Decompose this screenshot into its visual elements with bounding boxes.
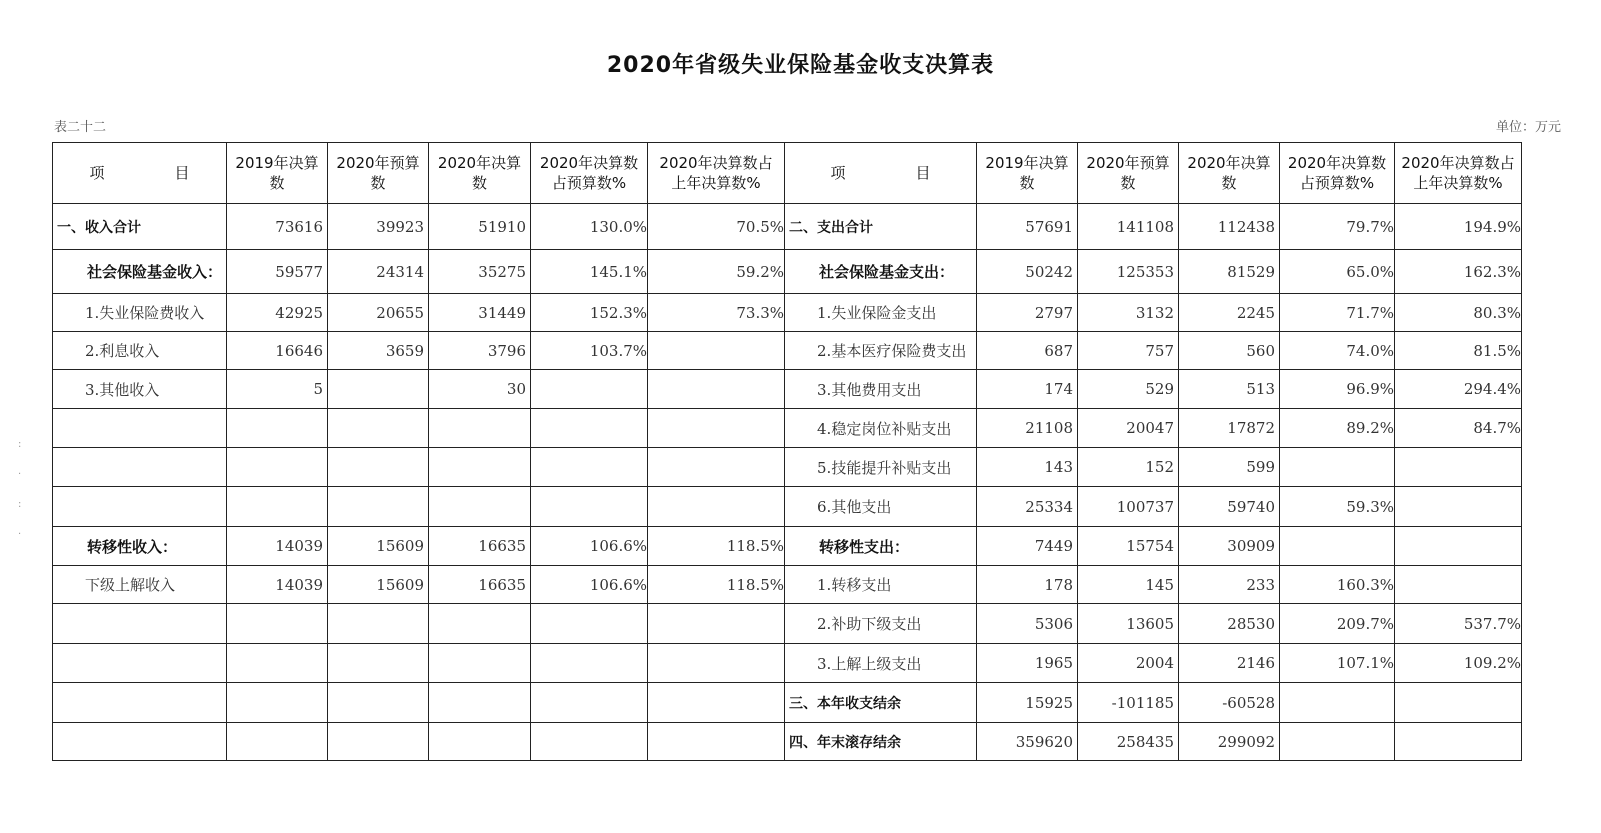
fund-table: [52, 142, 1522, 761]
expense-v2019-cell: 7449: [977, 527, 1078, 566]
expense-pl-cell: [1395, 487, 1522, 527]
expense-item-name: 二、支出合计: [785, 204, 977, 250]
expense-final-cell: 17872: [1179, 409, 1280, 448]
expense-final-cell: 2146: [1179, 644, 1280, 683]
income-budget-cell: [328, 370, 429, 409]
income-final-cell: 16635: [429, 527, 531, 566]
expense-budget-cell: 20047: [1078, 409, 1179, 448]
expense-v2019-cell: 143: [977, 448, 1078, 487]
income-item-name: 社会保险基金收入：: [53, 250, 227, 294]
header-pct-budget: 2020年决算数占预算数%: [531, 143, 648, 204]
income-item-name: 一、收入合计: [53, 204, 227, 250]
expense-final-cell: 599: [1179, 448, 1280, 487]
expense-final-cell: 2245: [1179, 294, 1280, 332]
header-pct-last: 2020年决算数占上年决算数%: [648, 143, 785, 204]
income-final-cell: 30: [429, 370, 531, 409]
expense-final-cell: 112438: [1179, 204, 1280, 250]
income-budget-cell: 24314: [328, 250, 429, 294]
expense-pb-cell: [1280, 448, 1395, 487]
table-row: [53, 370, 1522, 409]
header-item-char-a: 项: [89, 164, 105, 182]
expense-budget-cell: 141108: [1078, 204, 1179, 250]
income-final-cell: [429, 683, 531, 723]
header-row: [53, 143, 1522, 204]
table-row: [53, 527, 1522, 566]
expense-pb-cell: 74.0%: [1280, 332, 1395, 370]
expense-pl-cell: 81.5%: [1395, 332, 1522, 370]
expense-final-cell: 299092: [1179, 723, 1280, 761]
expense-pb-cell: [1280, 527, 1395, 566]
income-pb-cell: [531, 723, 648, 761]
income-v2019-cell: [227, 683, 328, 723]
table-row: [53, 204, 1522, 250]
expense-final-cell: 560: [1179, 332, 1280, 370]
income-item-name: 1.失业保险费收入: [53, 294, 227, 332]
table-number: 表二十二: [54, 120, 107, 135]
page-title: 2020年省级失业保险基金收支决算表: [606, 53, 995, 78]
income-item-name: [53, 448, 227, 487]
header-item-char-b: 目: [174, 164, 190, 182]
income-budget-cell: 20655: [328, 294, 429, 332]
income-budget-cell: [328, 683, 429, 723]
header-2019-final: 2019年决算数: [227, 143, 328, 204]
income-v2019-cell: 14039: [227, 566, 328, 604]
income-final-cell: [429, 448, 531, 487]
expense-v2019-cell: 2797: [977, 294, 1078, 332]
income-pb-cell: 103.7%: [531, 332, 648, 370]
table-row: [53, 294, 1522, 332]
expense-pl-cell: [1395, 527, 1522, 566]
income-item-name: [53, 723, 227, 761]
income-budget-cell: [328, 604, 429, 644]
income-item-name: 下级上解收入: [53, 566, 227, 604]
expense-final-cell: 28530: [1179, 604, 1280, 644]
income-final-cell: [429, 409, 531, 448]
income-pb-cell: [531, 683, 648, 723]
income-pl-cell: [648, 644, 785, 683]
header-income-item: [53, 143, 227, 204]
income-v2019-cell: 59577: [227, 250, 328, 294]
income-pb-cell: 152.3%: [531, 294, 648, 332]
header-2020-final: 2020年决算数: [1179, 143, 1280, 204]
margin-marks: : · : ·: [18, 439, 22, 540]
income-item-name: 2.利息收入: [53, 332, 227, 370]
expense-budget-cell: -101185: [1078, 683, 1179, 723]
income-pl-cell: 73.3%: [648, 294, 785, 332]
income-v2019-cell: 14039: [227, 527, 328, 566]
table-row: [53, 644, 1522, 683]
expense-pl-cell: 194.9%: [1395, 204, 1522, 250]
income-pl-cell: [648, 409, 785, 448]
header-item-char-a: 项: [830, 164, 846, 182]
expense-pl-cell: 84.7%: [1395, 409, 1522, 448]
unit-label: 单位：万元: [1495, 120, 1561, 135]
income-pl-cell: 70.5%: [648, 204, 785, 250]
expense-pl-cell: 294.4%: [1395, 370, 1522, 409]
income-pb-cell: 106.6%: [531, 566, 648, 604]
expense-item-name: 三、本年收支结余: [785, 683, 977, 723]
expense-final-cell: 30909: [1179, 527, 1280, 566]
expense-budget-cell: 757: [1078, 332, 1179, 370]
income-item-name: [53, 487, 227, 527]
expense-v2019-cell: 359620: [977, 723, 1078, 761]
expense-item-name: 5.技能提升补贴支出: [785, 448, 977, 487]
expense-item-name: 4.稳定岗位补贴支出: [785, 409, 977, 448]
income-v2019-cell: [227, 723, 328, 761]
expense-pb-cell: 160.3%: [1280, 566, 1395, 604]
income-final-cell: 35275: [429, 250, 531, 294]
income-pl-cell: 118.5%: [648, 566, 785, 604]
header-pct-last: 2020年决算数占上年决算数%: [1395, 143, 1522, 204]
income-final-cell: [429, 644, 531, 683]
income-final-cell: 16635: [429, 566, 531, 604]
expense-item-name: 3.其他费用支出: [785, 370, 977, 409]
income-pl-cell: 118.5%: [648, 527, 785, 566]
income-pl-cell: [648, 370, 785, 409]
expense-v2019-cell: 178: [977, 566, 1078, 604]
expense-final-cell: 81529: [1179, 250, 1280, 294]
expense-pb-cell: 96.9%: [1280, 370, 1395, 409]
income-v2019-cell: [227, 644, 328, 683]
income-budget-cell: [328, 448, 429, 487]
header-2020-final: 2020年决算数: [429, 143, 531, 204]
expense-final-cell: 59740: [1179, 487, 1280, 527]
table-row: [53, 604, 1522, 644]
income-pl-cell: [648, 604, 785, 644]
expense-item-name: 6.其他支出: [785, 487, 977, 527]
expense-budget-cell: 15754: [1078, 527, 1179, 566]
income-budget-cell: [328, 409, 429, 448]
income-pb-cell: [531, 604, 648, 644]
income-pb-cell: 130.0%: [531, 204, 648, 250]
income-v2019-cell: [227, 448, 328, 487]
income-item-name: [53, 604, 227, 644]
header-2020-budget: 2020年预算数: [328, 143, 429, 204]
income-v2019-cell: [227, 487, 328, 527]
table-row: [53, 332, 1522, 370]
expense-pl-cell: [1395, 566, 1522, 604]
income-final-cell: [429, 604, 531, 644]
expense-pb-cell: 79.7%: [1280, 204, 1395, 250]
income-budget-cell: 39923: [328, 204, 429, 250]
income-pl-cell: [648, 487, 785, 527]
expense-item-name: 四、年末滚存结余: [785, 723, 977, 761]
expense-pb-cell: [1280, 723, 1395, 761]
table-row: [53, 409, 1522, 448]
income-budget-cell: [328, 644, 429, 683]
expense-pl-cell: 80.3%: [1395, 294, 1522, 332]
income-final-cell: [429, 487, 531, 527]
income-pb-cell: [531, 370, 648, 409]
expense-pl-cell: 537.7%: [1395, 604, 1522, 644]
expense-pb-cell: 89.2%: [1280, 409, 1395, 448]
income-v2019-cell: [227, 604, 328, 644]
income-v2019-cell: 16646: [227, 332, 328, 370]
income-budget-cell: [328, 723, 429, 761]
expense-item-name: 社会保险基金支出：: [785, 250, 977, 294]
header-2019-final: 2019年决算数: [977, 143, 1078, 204]
expense-final-cell: 233: [1179, 566, 1280, 604]
income-item-name: [53, 409, 227, 448]
expense-v2019-cell: 174: [977, 370, 1078, 409]
income-pb-cell: 145.1%: [531, 250, 648, 294]
income-budget-cell: 15609: [328, 527, 429, 566]
income-pb-cell: [531, 644, 648, 683]
expense-item-name: 3.上解上级支出: [785, 644, 977, 683]
income-v2019-cell: 42925: [227, 294, 328, 332]
income-final-cell: 51910: [429, 204, 531, 250]
table-row: [53, 250, 1522, 294]
expense-pb-cell: 65.0%: [1280, 250, 1395, 294]
table-row: [53, 448, 1522, 487]
header-expense-item: [785, 143, 977, 204]
expense-pb-cell: 71.7%: [1280, 294, 1395, 332]
expense-item-name: 2.基本医疗保险费支出: [785, 332, 977, 370]
expense-pl-cell: [1395, 723, 1522, 761]
expense-v2019-cell: 21108: [977, 409, 1078, 448]
income-pl-cell: [648, 332, 785, 370]
income-pb-cell: [531, 409, 648, 448]
income-item-name: [53, 683, 227, 723]
expense-budget-cell: 529: [1078, 370, 1179, 409]
expense-item-name: 转移性支出：: [785, 527, 977, 566]
income-budget-cell: 15609: [328, 566, 429, 604]
income-item-name: 转移性收入：: [53, 527, 227, 566]
income-v2019-cell: [227, 409, 328, 448]
expense-final-cell: -60528: [1179, 683, 1280, 723]
expense-budget-cell: 100737: [1078, 487, 1179, 527]
expense-pl-cell: 109.2%: [1395, 644, 1522, 683]
expense-v2019-cell: 57691: [977, 204, 1078, 250]
expense-item-name: 1.转移支出: [785, 566, 977, 604]
expense-v2019-cell: 15925: [977, 683, 1078, 723]
income-budget-cell: [328, 487, 429, 527]
expense-budget-cell: 3132: [1078, 294, 1179, 332]
expense-pl-cell: 162.3%: [1395, 250, 1522, 294]
expense-pb-cell: [1280, 683, 1395, 723]
expense-budget-cell: 13605: [1078, 604, 1179, 644]
income-pl-cell: 59.2%: [648, 250, 785, 294]
income-pb-cell: 106.6%: [531, 527, 648, 566]
income-pl-cell: [648, 448, 785, 487]
expense-v2019-cell: 687: [977, 332, 1078, 370]
expense-v2019-cell: 1965: [977, 644, 1078, 683]
expense-v2019-cell: 5306: [977, 604, 1078, 644]
expense-pb-cell: 59.3%: [1280, 487, 1395, 527]
header-2020-budget: 2020年预算数: [1078, 143, 1179, 204]
income-item-name: 3.其他收入: [53, 370, 227, 409]
income-final-cell: 3796: [429, 332, 531, 370]
expense-budget-cell: 152: [1078, 448, 1179, 487]
header-pct-budget: 2020年决算数占预算数%: [1280, 143, 1395, 204]
table-row: [53, 723, 1522, 761]
income-budget-cell: 3659: [328, 332, 429, 370]
income-item-name: [53, 644, 227, 683]
expense-budget-cell: 125353: [1078, 250, 1179, 294]
header-item-char-b: 目: [915, 164, 931, 182]
income-pl-cell: [648, 723, 785, 761]
expense-budget-cell: 258435: [1078, 723, 1179, 761]
income-final-cell: [429, 723, 531, 761]
expense-item-name: 2.补助下级支出: [785, 604, 977, 644]
table-row: [53, 566, 1522, 604]
income-v2019-cell: 5: [227, 370, 328, 409]
expense-budget-cell: 145: [1078, 566, 1179, 604]
income-pl-cell: [648, 683, 785, 723]
expense-pb-cell: 209.7%: [1280, 604, 1395, 644]
expense-pl-cell: [1395, 448, 1522, 487]
expense-final-cell: 513: [1179, 370, 1280, 409]
table-row: [53, 683, 1522, 723]
table-row: [53, 487, 1522, 527]
expense-v2019-cell: 50242: [977, 250, 1078, 294]
expense-item-name: 1.失业保险金支出: [785, 294, 977, 332]
income-pb-cell: [531, 487, 648, 527]
expense-pb-cell: 107.1%: [1280, 644, 1395, 683]
expense-v2019-cell: 25334: [977, 487, 1078, 527]
expense-pl-cell: [1395, 683, 1522, 723]
expense-budget-cell: 2004: [1078, 644, 1179, 683]
income-pb-cell: [531, 448, 648, 487]
income-v2019-cell: 73616: [227, 204, 328, 250]
income-final-cell: 31449: [429, 294, 531, 332]
